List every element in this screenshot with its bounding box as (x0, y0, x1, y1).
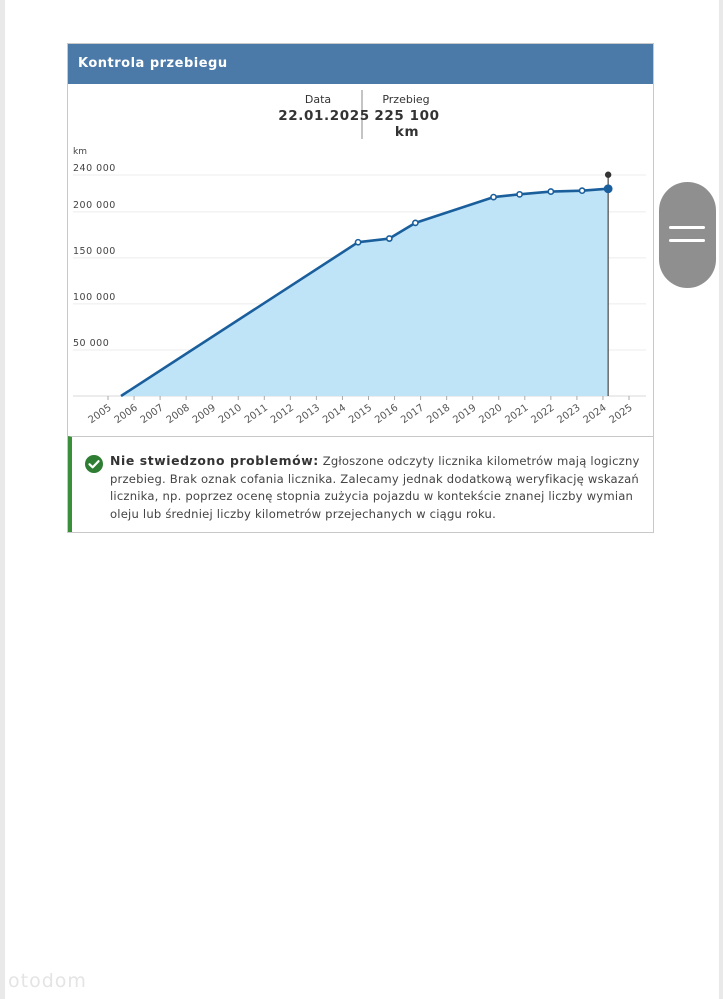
status-body: Zgłoszone odczyty licznika kilometrów mają logiczny przebieg. Brak oznak cofania licznika. Zalecamy jednak dodatkową weryfikację wskazań licznika, np. poprzez ocenę stopnia zużycia pojazdu w kontekście znanej liczby wymian oleju lub średniej liczby kilometrów przejechanych w ciągu roku. (110, 454, 640, 521)
menu-icon-line-top (669, 226, 705, 229)
card-title: Kontrola przebiegu (68, 44, 653, 84)
x-tick-label: 2016 (373, 402, 401, 427)
x-tick-label: 2009 (190, 402, 218, 427)
data-point[interactable] (491, 195, 496, 200)
series-area (121, 189, 608, 396)
x-tick-label: 2005 (86, 402, 114, 427)
check-circle-icon (85, 455, 103, 473)
y-axis-unit: km (73, 147, 87, 157)
data-point[interactable] (413, 220, 418, 225)
menu-icon-line-bottom (669, 239, 705, 242)
tooltip-date-label: Data (304, 93, 332, 106)
x-tick-label: 2021 (503, 402, 531, 427)
data-point[interactable] (355, 240, 360, 245)
x-tick-label: 2020 (477, 402, 505, 427)
x-tick-label: 2024 (581, 402, 609, 427)
tooltip-mileage-unit: km (394, 124, 420, 140)
x-tick-label: 2019 (451, 402, 479, 427)
x-tick-label: 2025 (607, 402, 635, 427)
x-tick-label: 2011 (242, 402, 271, 427)
x-tick-label: 2014 (321, 402, 349, 427)
x-tick-label: 2012 (268, 402, 297, 427)
status-message (68, 436, 653, 532)
y-tick-label: 100 000 (73, 291, 116, 303)
chart-svg[interactable] (68, 84, 653, 436)
x-tick-label: 2015 (347, 402, 375, 427)
x-tick-label: 2008 (164, 402, 192, 427)
status-heading: Nie stwiedzono problemów: (110, 453, 319, 468)
x-tick-label: 2006 (112, 402, 140, 427)
x-tick-label: 2010 (216, 402, 244, 427)
y-tick-label: 50 000 (73, 337, 110, 349)
x-tick-label: 2023 (555, 402, 583, 427)
tooltip-date-value: 22.01.2025 (278, 108, 370, 124)
mileage-chart[interactable] (68, 84, 653, 436)
data-point[interactable] (605, 185, 612, 192)
y-tick-label: 150 000 (73, 245, 116, 257)
right-edge (719, 0, 723, 999)
watermark: otodom (8, 970, 87, 992)
y-tick-label: 240 000 (73, 163, 116, 174)
data-point[interactable] (580, 188, 585, 193)
tooltip-mileage-value: 225 100 (374, 108, 440, 124)
y-tick-label: 200 000 (73, 199, 116, 211)
mileage-check-card (67, 43, 654, 533)
x-tick-label: 2007 (138, 402, 166, 427)
data-point[interactable] (387, 236, 392, 241)
scroll-handle[interactable] (659, 182, 716, 288)
x-tick-label: 2013 (294, 402, 323, 427)
x-tick-label: 2018 (425, 402, 453, 427)
x-tick-label: 2022 (529, 402, 557, 427)
data-point[interactable] (517, 192, 522, 197)
hover-crosshair-top (605, 172, 611, 178)
data-point[interactable] (548, 189, 553, 194)
x-tick-label: 2017 (399, 402, 427, 427)
left-edge (0, 0, 5, 999)
status-text (110, 452, 642, 523)
tooltip-mileage-label: Przebieg (382, 93, 430, 106)
